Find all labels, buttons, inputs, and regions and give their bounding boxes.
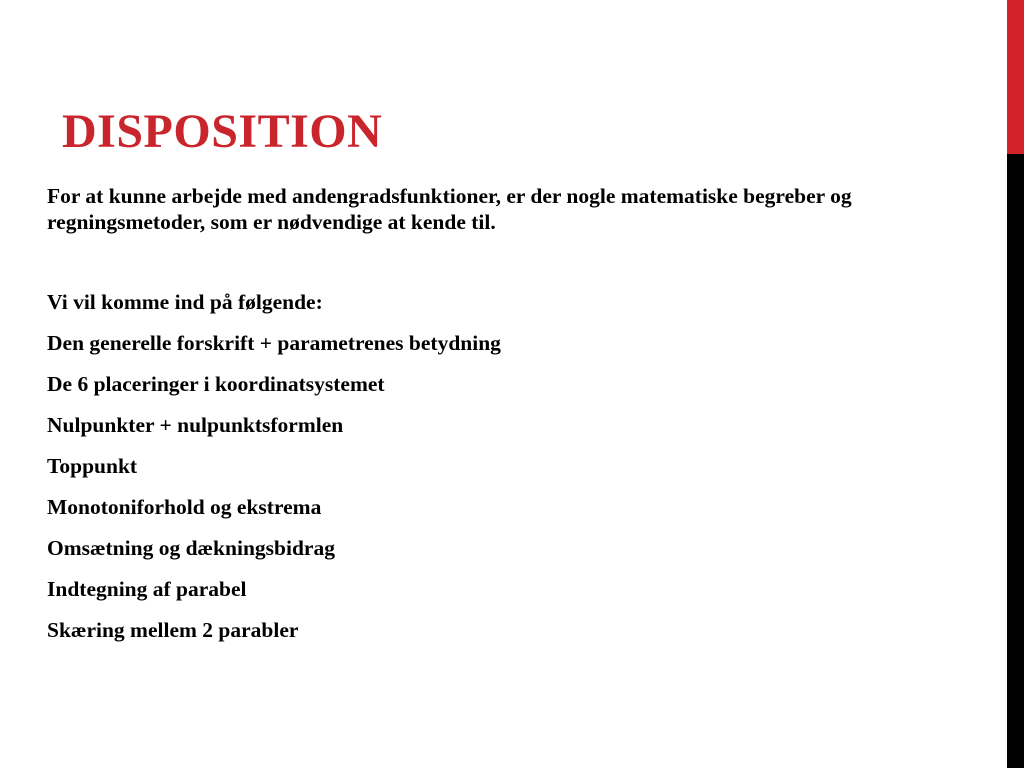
accent-bar-red-segment bbox=[1007, 0, 1024, 154]
lead-line: Vi vil komme ind på følgende: bbox=[47, 290, 323, 314]
topic-item: Indtegning af parabel bbox=[47, 577, 247, 601]
slide-content bbox=[47, 183, 977, 643]
topic-item: De 6 placeringer i koordinatsystemet bbox=[47, 372, 385, 396]
topic-list bbox=[47, 330, 977, 643]
topic-item: Monotoniforhold og ekstrema bbox=[47, 495, 322, 519]
topic-item: Omsætning og dækningsbidrag bbox=[47, 536, 335, 560]
topic-item: Skæring mellem 2 parabler bbox=[47, 618, 299, 642]
accent-bar-black-segment bbox=[1007, 154, 1024, 768]
topic-item: Toppunkt bbox=[47, 454, 138, 478]
topic-item: Nulpunkter + nulpunktsformlen bbox=[47, 413, 344, 437]
intro-paragraph: For at kunne arbejde med andengradsfunktioner, er der nogle matematiske begreber og regningsmetoder, som er nødvendige at kende til. bbox=[47, 184, 852, 234]
slide-title: DISPOSITION bbox=[62, 105, 383, 158]
topic-item: Den generelle forskrift + parametrenes betydning bbox=[47, 331, 501, 355]
accent-bar bbox=[1007, 0, 1024, 768]
